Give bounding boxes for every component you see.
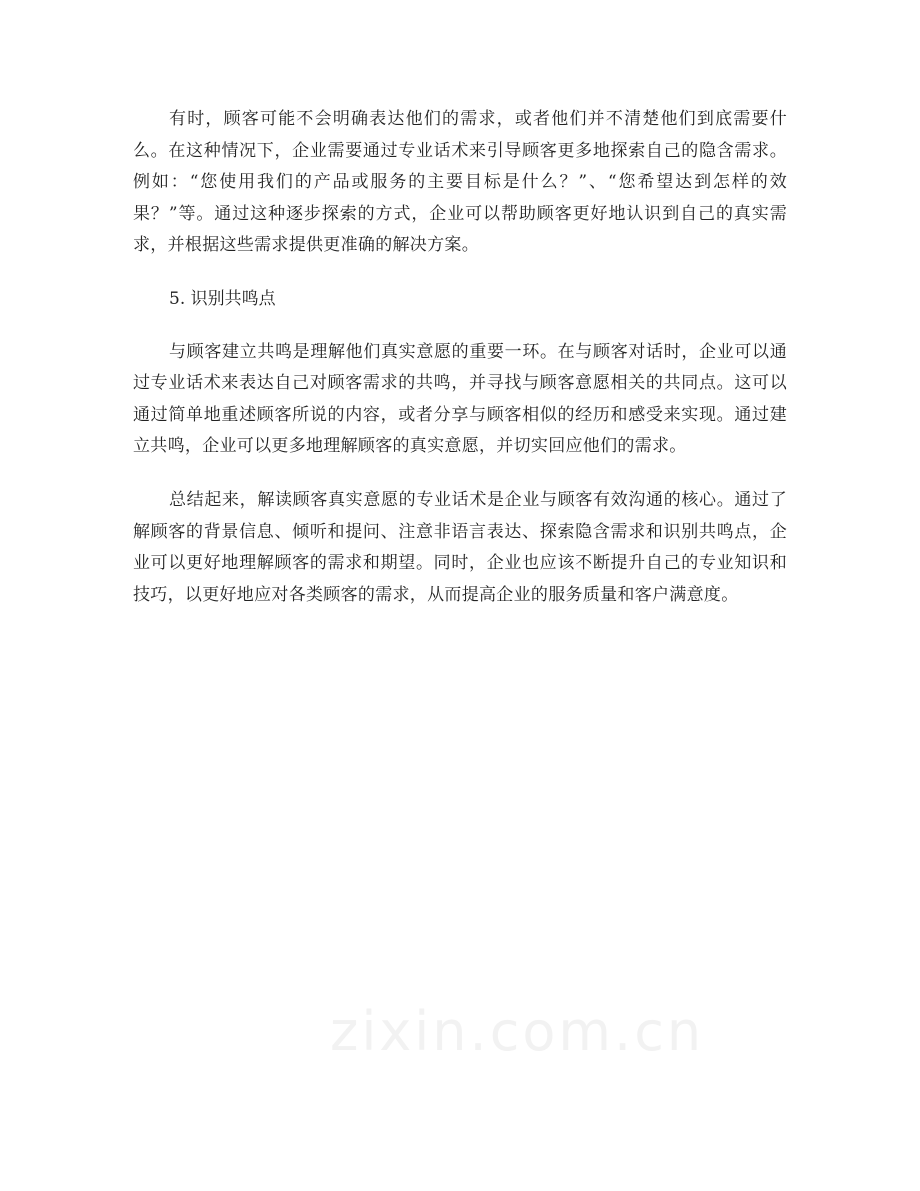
paragraph-implicit-needs: 有时，顾客可能不会明确表达他们的需求，或者他们并不清楚他们到底需要什么。在这种情况下，企业需要通过专业话术来引导顾客更多地探索自己的隐含需求。例如：“您使用我们的产品或服务的主要目标是什么？”、“您希望达到怎样的效果？”等。通过这种逐步探索的方式，企业可以帮助顾客更好地认识到自己的真实需求，并根据这些需求提供更准确的解决方案。: [133, 109, 787, 256]
paragraph-summary: 总结起来，解读顾客真实意愿的专业话术是企业与顾客有效沟通的核心。通过了解顾客的背景信息、倾听和提问、注意非语言表达、探索隐含需求和识别共鸣点，企业可以更好地理解顾客的需求和期望。同时，企业也应该不断提升自己的专业知识和技巧，以更好地应对各类顾客的需求，从而提高企业的服务质量和客户满意度。: [133, 489, 787, 605]
document-body: [133, 104, 787, 633]
watermark: zixin.com.cn: [330, 1000, 705, 1063]
section-heading-resonance: 5. 识别共鸣点: [169, 288, 276, 309]
paragraph-resonance: 与顾客建立共鸣是理解他们真实意愿的重要一环。在与顾客对话时，企业可以通过专业话术来表达自己对顾客需求的共鸣，并寻找与顾客意愿相关的共同点。这可以通过简单地重述顾客所说的内容，或者分享与顾客相似的经历和感受来实现。通过建立共鸣，企业可以更多地理解顾客的真实意愿，并切实回应他们的需求。: [133, 341, 787, 457]
